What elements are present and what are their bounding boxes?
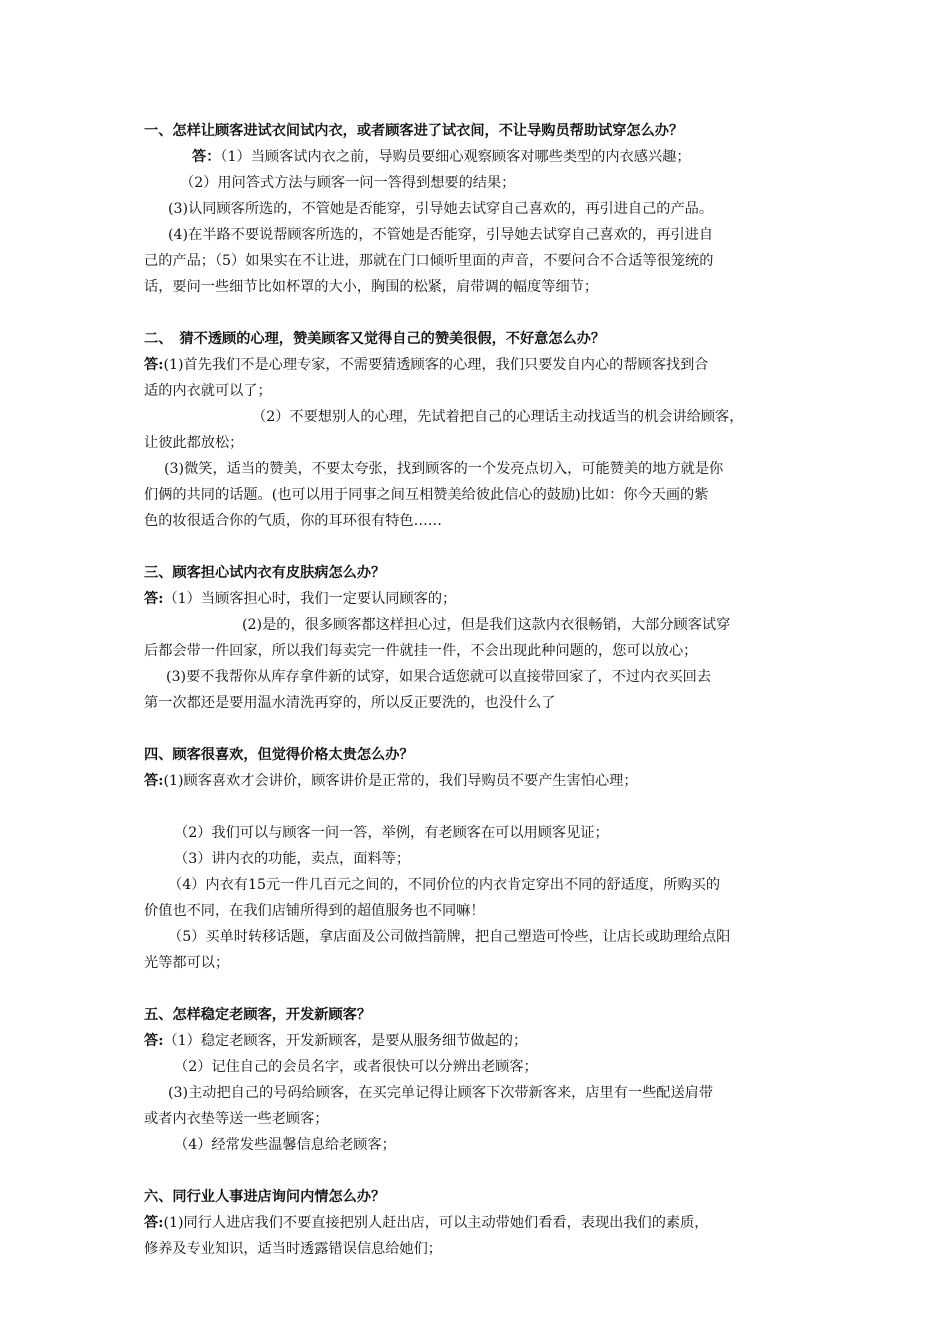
answer-label: 答: — [144, 1215, 164, 1231]
section-1-line-6: 话，要问一些细节比如杯罩的大小，胸围的松紧，肩带调的幅度等细节； — [144, 279, 599, 295]
section-3-line-3: 后都会带一件回家，所以我们每卖完一件就挂一件，不会出现此种问题的，您可以放心； — [144, 643, 698, 659]
answer-label: 答: — [144, 1033, 164, 1049]
section-3 — [144, 560, 812, 716]
section-3-line-5: 第一次都还是要用温水清洗再穿的，所以反正要洗的，也没什么了 — [144, 695, 556, 711]
answer-label: 答: — [144, 591, 164, 607]
section-1-line-4: (4)在半路不要说帮顾客所选的，不管她是否能穿，引导她去试穿自己喜欢的，再引进自 — [168, 227, 714, 243]
section-5-heading: 五、怎样稳定老顾客，开发新顾客？ — [144, 1007, 372, 1023]
section-1-line-5: 己的产品；（5）如果实在不让进，那就在门口倾听里面的声音，不要问合不合适等很笼统的 — [144, 253, 714, 269]
section-6-line-1: 答:(1)同行人进店我们不要直接把别人赶出店，可以主动带她们看看，表现出我们的素质， — [144, 1215, 709, 1231]
section-2-line-3: （2）不要想别人的心理，先试着把自己的心理话主动找适当的机会讲给顾客， — [252, 409, 744, 425]
document-body — [144, 118, 812, 1288]
section-3-line-4: (3)要不我帮你从库存拿件新的试穿，如果合适您就可以直接带回家了，不过内衣买回去 — [166, 669, 712, 685]
blank-line — [144, 794, 812, 820]
section-1-line-3: (3)认同顾客所选的，不管她是否能穿，引导她去试穿自己喜欢的，再引进自己的产品。 — [168, 201, 714, 217]
section-5-line-2: （2）记住自己的会员名字，或者很快可以分辨出老顾客； — [174, 1059, 538, 1075]
section-2-line-6: 们俩的共同的话题。(也可以用于同事之间互相赞美给彼此信心的鼓励)比如：你今天画的紫 — [144, 487, 709, 503]
section-6 — [144, 1184, 812, 1262]
section-3-line-1: 答:（1）当顾客担心时，我们一定要认同顾客的； — [144, 591, 457, 607]
section-1 — [144, 118, 812, 300]
section-2-line-5: (3)微笑，适当的赞美，不要太夸张，找到顾客的一个发亮点切入，可能赞美的地方就是你 — [164, 461, 724, 477]
section-2 — [144, 326, 812, 534]
section-4-line-4: （4）内衣有15元一件几百元之间的，不同价位的内衣肯定穿出不同的舒适度，所购买的 — [168, 877, 721, 893]
answer-label: 答： — [192, 149, 221, 165]
section-5-line-3: (3)主动把自己的号码给顾客，在买完单记得让顾客下次带新客来，店里有一些配送肩带 — [168, 1085, 714, 1101]
answer-label: 答: — [144, 773, 164, 789]
section-2-heading: 二、 猜不透顾的心理，赞美顾客又觉得自己的赞美很假，不好意怎么办？ — [144, 331, 606, 347]
section-5-line-4: 或者内衣垫等送一些老顾客； — [144, 1111, 329, 1127]
section-4-line-2: （2）我们可以与顾客一问一答，举例，有老顾客在可以用顾客见证； — [174, 825, 609, 841]
section-5-line-1: 答:（1）稳定老顾客，开发新顾客，是要从服务细节做起的； — [144, 1033, 528, 1049]
section-6-line-2: 修养及专业知识，适当时透露错误信息给她们； — [144, 1241, 442, 1257]
section-4-line-3: （3）讲内衣的功能，卖点，面料等； — [174, 851, 411, 867]
section-1-line-2: （2）用问答式方法与顾客一问一答得到想要的结果； — [180, 175, 516, 191]
section-4-line-1: 答:(1)顾客喜欢才会讲价，顾客讲价是正常的，我们导购员不要产生害怕心理； — [144, 773, 638, 789]
section-2-line-2: 适的内衣就可以了； — [144, 383, 272, 399]
section-5 — [144, 1002, 812, 1158]
section-4-line-5: 价值也不同，在我们店铺所得到的超值服务也不同嘛！ — [144, 903, 485, 919]
section-2-line-1: 答:(1)首先我们不是心理专家，不需要猜透顾客的心理，我们只要发自内心的帮顾客找到合 — [144, 357, 709, 373]
section-2-line-4: 让彼此都放松； — [144, 435, 244, 451]
section-4-line-6: （5）买单时转移话题，拿店面及公司做挡箭牌，把自己塑造可怜些，让店长或助理给点阳 — [168, 929, 731, 945]
section-4 — [144, 742, 812, 976]
section-3-heading: 三、顾客担心试内衣有皮肤病怎么办？ — [144, 565, 386, 581]
section-3-line-2: (2)是的，很多顾客都这样担心过，但是我们这款内衣很畅销，大部分顾客试穿 — [242, 617, 731, 633]
answer-label: 答: — [144, 357, 164, 373]
section-1-line-1: 答：（1）当顾客试内衣之前，导购员要细心观察顾客对哪些类型的内衣感兴趣； — [192, 149, 691, 165]
section-4-line-7: 光等都可以； — [144, 955, 230, 971]
section-1-heading: 一、怎样让顾客进试衣间试内衣，或者顾客进了试衣间，不让导购员帮助试穿怎么办？ — [144, 123, 684, 139]
section-6-heading: 六、同行业人事进店询问内情怎么办？ — [144, 1189, 386, 1205]
section-4-heading: 四、顾客很喜欢，但觉得价格太贵怎么办？ — [144, 747, 414, 763]
section-5-line-5: （4）经常发些温馨信息给老顾客； — [174, 1137, 396, 1153]
section-2-line-7: 色的妆很适合你的气质，你的耳环很有特色…… — [144, 513, 442, 529]
